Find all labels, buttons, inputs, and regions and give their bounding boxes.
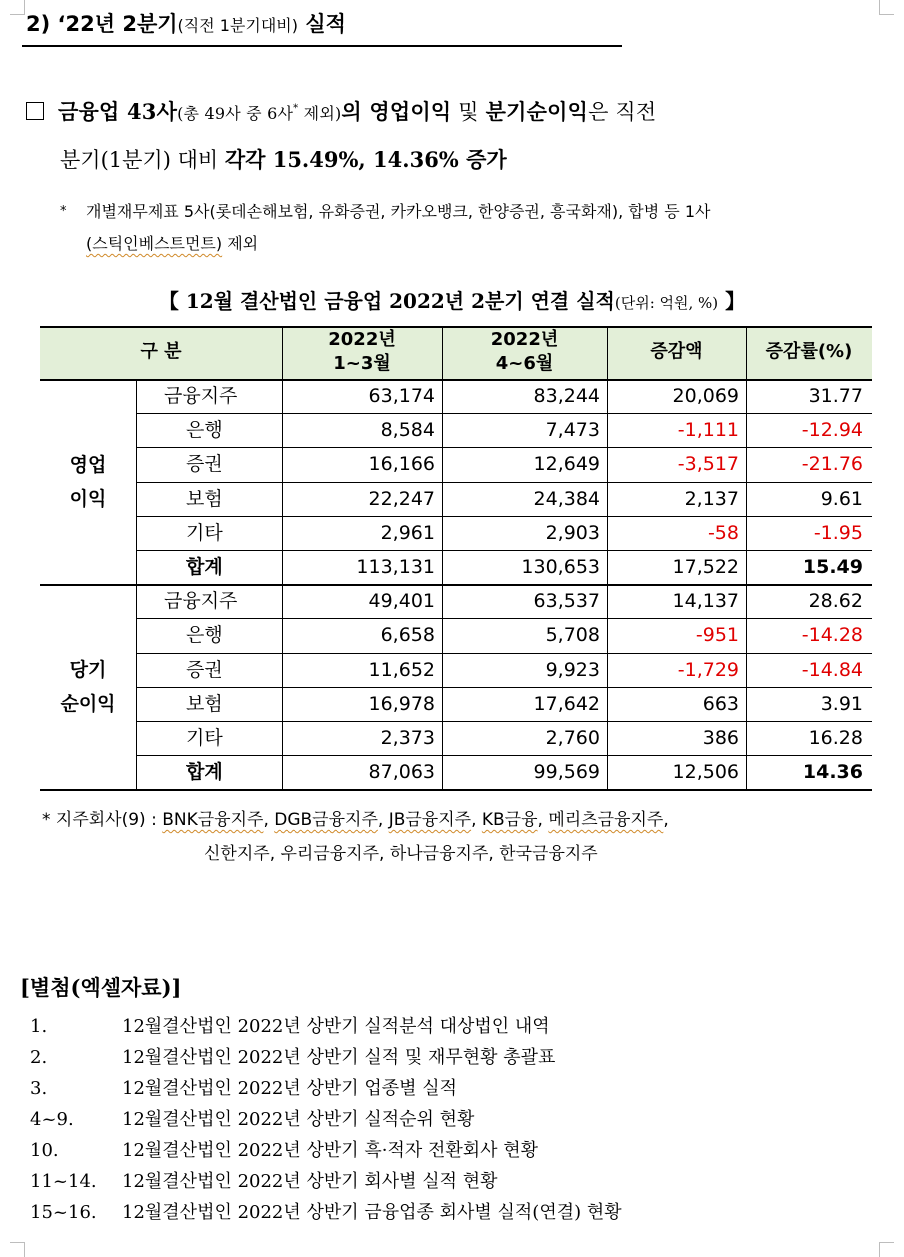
cell-change: 14,137 <box>672 590 739 613</box>
header-rate-line: 증감률(%) <box>765 341 853 362</box>
header-category <box>40 340 282 364</box>
footnote-text: 개별재무제표 5사(롯데손해보험, 유화증권, 카카오뱅크, 한양증권, 흥국화재), 합병 등 1사 <box>86 202 711 221</box>
summary-bold-text: 금융업 43사 <box>58 99 178 124</box>
attachment-number: 11~14. <box>30 1171 97 1192</box>
attachment-text: 12월결산법인 2022년 상반기 업종별 실적 <box>122 1078 458 1099</box>
footnote-holding-companies <box>42 803 892 871</box>
summary-text: 및 <box>451 100 486 124</box>
heading-underline <box>22 45 622 47</box>
cell-q2: 99,569 <box>533 761 600 784</box>
header-change <box>607 340 746 364</box>
header-category-line: 구 분 <box>140 341 182 362</box>
group-label <box>40 448 136 516</box>
holding-company: KB금융 <box>481 810 538 830</box>
corner-mark <box>879 1242 894 1257</box>
asterisk-mark: * <box>42 810 51 830</box>
attachment-item <box>30 1011 890 1042</box>
cell-rate: 14.36 <box>802 761 863 784</box>
attachment-item <box>30 1042 890 1073</box>
bracket-open: 【 <box>158 289 179 313</box>
cell-change: 17,522 <box>672 556 739 578</box>
cell-q2: 2,903 <box>545 521 600 544</box>
table-rule <box>607 326 608 789</box>
cell-rate: -1.95 <box>813 521 863 544</box>
checkbox-bullet-icon <box>26 102 44 120</box>
header-rate <box>746 340 872 364</box>
results-table <box>40 326 872 790</box>
row-label: 증권 <box>186 658 223 681</box>
table-rule <box>442 326 443 789</box>
row-label: 금융지주 <box>164 385 238 407</box>
row-label: 증권 <box>186 453 223 476</box>
header-q2-line: 4~6월 <box>495 353 554 374</box>
cell-q1: 63,174 <box>368 385 435 407</box>
cell-q1: 6,658 <box>380 624 435 647</box>
cell-rate: -14.28 <box>801 624 863 647</box>
header-change-line: 증감액 <box>650 341 703 362</box>
attachment-number: 3. <box>30 1078 48 1099</box>
group-label-line: 이익 <box>69 487 107 510</box>
cell-q1: 49,401 <box>368 590 435 613</box>
footnote-line-1 <box>42 803 892 837</box>
cell-rate: 9.61 <box>820 487 863 510</box>
bracket-close: 】 <box>725 289 746 313</box>
cell-q1: 8,584 <box>380 419 435 442</box>
cell-q1: 2,961 <box>380 521 435 544</box>
cell-change: -58 <box>707 521 739 544</box>
attachment-item <box>30 1073 890 1104</box>
footnote-text: (스틱인베스트먼트) <box>86 234 223 253</box>
row-label: 보험 <box>186 487 223 510</box>
heading-paren: (직전 1분기대비) <box>177 16 299 35</box>
summary-line-1 <box>20 86 892 137</box>
cell-q2: 130,653 <box>521 556 600 578</box>
summary-text: 분기(1분기) 대비 <box>60 148 225 172</box>
section-heading <box>26 8 346 38</box>
cell-rate: 28.62 <box>808 590 863 613</box>
cell-rate: -14.84 <box>801 658 863 681</box>
heading-number: 2) <box>26 12 51 36</box>
cell-q2: 7,473 <box>545 419 600 442</box>
summary-bold-text: 분기순이익 <box>485 99 589 124</box>
attachment-text: 12월결산법인 2022년 상반기 실적순위 현황 <box>122 1109 475 1130</box>
summary-line-2 <box>20 137 892 183</box>
attachment-item <box>30 1135 890 1166</box>
cell-q2: 12,649 <box>533 453 600 476</box>
cell-q1: 2,373 <box>380 727 435 749</box>
cell-change: -951 <box>695 624 739 647</box>
summary-paren-text: (총 49사 중 6사 <box>177 104 294 123</box>
cell-q2: 2,760 <box>545 727 600 749</box>
table-rule <box>40 789 872 791</box>
cell-change: -1,111 <box>677 419 739 442</box>
cell-q1: 16,978 <box>368 692 435 715</box>
cell-q1: 11,652 <box>368 658 435 681</box>
separator: , <box>663 810 669 830</box>
row-label: 합계 <box>186 761 223 784</box>
attachments-list <box>30 1011 890 1228</box>
footnote-excluded <box>60 196 896 260</box>
attachment-number: 1. <box>30 1016 48 1037</box>
attachment-number: 10. <box>30 1140 59 1161</box>
separator: , <box>471 810 482 830</box>
summary-text: 은 직전 <box>588 100 657 124</box>
row-label: 은행 <box>186 624 223 647</box>
attachments-title: [별첨(엑셀자료)] <box>20 975 182 1000</box>
attachment-number: 4~9. <box>30 1109 74 1130</box>
row-label: 보험 <box>186 692 223 715</box>
cell-rate: -21.76 <box>801 453 863 476</box>
cell-q2: 24,384 <box>533 487 600 510</box>
group-label <box>40 653 136 721</box>
group-label-line: 당기 <box>69 658 107 681</box>
attachment-item <box>30 1197 890 1228</box>
cell-change: 20,069 <box>672 385 739 407</box>
asterisk-mark: * <box>293 103 299 114</box>
header-q2 <box>442 328 607 376</box>
footnote-text: 제외 <box>222 234 259 253</box>
corner-mark <box>10 0 25 15</box>
separator: , <box>377 810 389 830</box>
table-title-text: 12월 결산법인 금융업 2022년 2분기 연결 실적 <box>185 289 615 313</box>
row-label: 기타 <box>186 727 223 749</box>
cell-q2: 5,708 <box>545 624 600 647</box>
table-rule <box>746 326 747 789</box>
table-rule <box>136 379 137 789</box>
table-rule <box>282 326 283 789</box>
cell-q2: 83,244 <box>533 385 600 407</box>
attachment-item <box>30 1104 890 1135</box>
cell-rate: 3.91 <box>820 692 863 715</box>
holding-company: JB금융지주 <box>388 810 472 830</box>
cell-q2: 9,923 <box>545 658 600 681</box>
row-label: 은행 <box>186 419 223 442</box>
attachment-item <box>30 1166 890 1197</box>
separator: , <box>263 810 275 830</box>
cell-q1: 87,063 <box>368 761 435 784</box>
cell-rate: 15.49 <box>802 556 863 578</box>
cell-change: 663 <box>702 692 739 715</box>
attachment-text: 12월결산법인 2022년 상반기 회사별 실적 현황 <box>122 1171 498 1192</box>
group-label-line: 영업 <box>69 453 107 476</box>
group-label-line: 순이익 <box>60 692 116 715</box>
row-label: 금융지주 <box>164 590 238 613</box>
cell-rate: 16.28 <box>808 727 863 749</box>
attachment-number: 15~16. <box>30 1202 97 1223</box>
cell-rate: 31.77 <box>808 385 863 407</box>
cell-q2: 17,642 <box>533 692 600 715</box>
cell-q1: 113,131 <box>356 556 435 578</box>
cell-q1: 16,166 <box>368 453 435 476</box>
cell-rate: -12.94 <box>801 419 863 442</box>
attachment-text: 12월결산법인 2022년 상반기 실적 및 재무현황 총괄표 <box>122 1047 556 1068</box>
holding-list <box>162 810 669 830</box>
summary-bold-text: 각각 15.49%, 14.36% 증가 <box>224 147 507 172</box>
cell-change: 2,137 <box>684 487 739 510</box>
row-label: 기타 <box>186 521 223 544</box>
attachment-text: 12월결산법인 2022년 상반기 실적분석 대상법인 내역 <box>122 1016 550 1037</box>
corner-mark <box>879 0 894 15</box>
footnote-line-2 <box>60 228 896 260</box>
footnote-line-1 <box>60 196 896 228</box>
attachment-text: 12월결산법인 2022년 상반기 흑·적자 전환회사 현황 <box>122 1140 539 1161</box>
row-label: 합계 <box>186 556 223 578</box>
header-q2-line: 2022년 <box>490 329 559 350</box>
holding-company: DGB금융지주 <box>274 810 378 830</box>
holding-company: BNK금융지주 <box>162 810 264 830</box>
summary-paren-text: 제외) <box>298 104 342 123</box>
attachment-text: 12월결산법인 2022년 상반기 금융업종 회사별 실적(연결) 현황 <box>122 1202 622 1223</box>
summary-paragraph <box>20 86 892 183</box>
header-q1-line: 2022년 <box>328 329 396 350</box>
separator: , <box>537 810 549 830</box>
attachment-number: 2. <box>30 1047 48 1068</box>
table-rule <box>40 326 872 328</box>
cell-q1: 22,247 <box>368 487 435 510</box>
cell-change: 12,506 <box>672 761 739 784</box>
heading-tail: 실적 <box>305 12 346 36</box>
corner-mark <box>10 1242 25 1257</box>
header-q1 <box>282 328 442 376</box>
heading-main: ‘22년 2분기 <box>57 12 178 36</box>
asterisk-mark: * <box>60 204 67 219</box>
footnote-line-2: 신한지주, 우리금융지주, 하나금융지주, 한국금융지주 <box>204 844 598 864</box>
cell-change: 386 <box>702 727 739 749</box>
table-title <box>0 285 904 314</box>
table-unit: (단위: 억원, %) <box>614 294 719 312</box>
holding-company: 메리츠금융지주 <box>548 810 664 830</box>
cell-change: -3,517 <box>677 453 739 476</box>
cell-change: -1,729 <box>677 658 739 681</box>
cell-q2: 63,537 <box>533 590 600 613</box>
summary-bold-text: 의 영업이익 <box>341 99 452 124</box>
footnote-label: 지주회사(9) : <box>55 810 163 830</box>
header-q1-line: 1~3월 <box>333 353 391 374</box>
